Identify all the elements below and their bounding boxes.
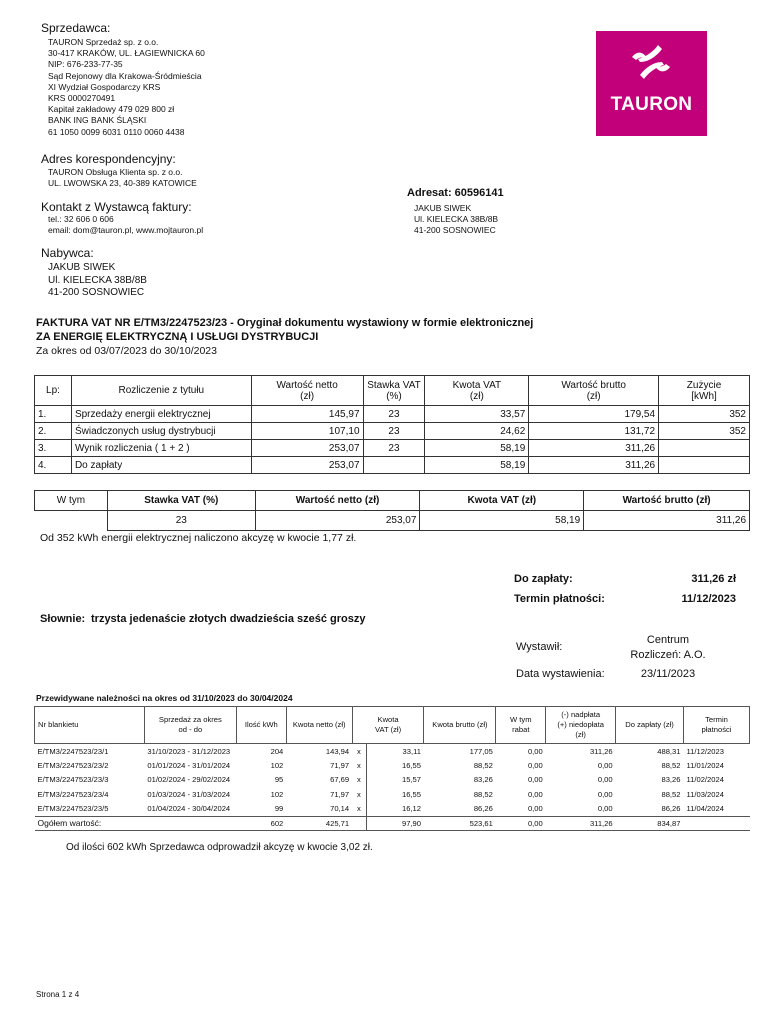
- tauron-emblem-icon: [596, 31, 707, 91]
- invoice-subtitle: ZA ENERGIĘ ELEKTRYCZNĄ I USŁUGI DYSTRYBUCJI: [36, 331, 319, 343]
- issued-by-value-2: Rozliczeń: A.O.: [630, 649, 706, 661]
- contact-details: tel.: 32 606 0 606 email: dom@tauron.pl, www.mojtauron.pl: [48, 214, 204, 236]
- tauron-wordmark: TAURON: [610, 94, 693, 115]
- col-vat-amount: Kwota VAT (zł): [425, 376, 529, 406]
- due-value: 311,26 zł: [691, 573, 736, 585]
- forecast-note: Od ilości 602 kWh Sprzedawca odprowadził akcyzę w kwocie 3,02 zł.: [66, 842, 373, 853]
- col-vat-rate: Stawka VAT (%): [363, 376, 425, 406]
- table-row: 4. Do zapłaty 253,07 58,19 311,26: [35, 457, 750, 474]
- seller-heading: Sprzedawca:: [41, 21, 111, 35]
- issue-date-value: 23/11/2023: [640, 668, 696, 680]
- addressee-heading: Adresat: 60596141: [407, 187, 504, 199]
- forecast-header-row: Nr blankietu Sprzedaż za okres od - do Ilość kWh Kwota netto (zł) Kwota VAT (zł) Kwota brutto (zł) W tym rabat (-) nadpłata (+) niedopłata (zł) Do zapłaty (zł) Termin płatności: [35, 707, 750, 744]
- table-row: 3. Wynik rozliczenia ( 1 + 2 ) 253,07 23 58,19 311,26: [35, 440, 750, 457]
- table-row: 23 253,07 58,19 311,26: [35, 511, 750, 531]
- words-value: trzysta jedenaście złotych dwadzieścia sześć groszy: [91, 613, 366, 625]
- issue-date-label: Data wystawienia:: [516, 668, 605, 680]
- invoice-period: Za okres od 03/07/2023 do 30/10/2023: [36, 345, 217, 357]
- table-row: E/TM3/2247523/23/1 31/10/2023 - 31/12/2023 204 143,94 x 33,11 177,05 0,00 311,26 488,31 11/12/2023: [35, 744, 750, 759]
- issued-by-label: Wystawił:: [516, 641, 563, 653]
- vat-header-row: W tym Stawka VAT (%) Wartość netto (zł) Kwota VAT (zł) Wartość brutto (zł): [35, 491, 750, 511]
- col-usage: Zużycie [kWh]: [659, 376, 750, 406]
- col-net: Wartość netto (zł): [251, 376, 363, 406]
- words-label: Słownie:: [40, 613, 86, 625]
- forecast-total-row: Ogółem wartość: 602 425,71 97,90 523,61 0,00 311,26 834,87: [35, 816, 750, 831]
- excise-note: Od 352 kWh energii elektrycznej naliczono akcyzę w kwocie 1,77 zł.: [40, 532, 357, 544]
- settlement-header-row: [35, 376, 750, 406]
- contact-heading: Kontakt z Wystawcą faktury:: [41, 200, 192, 214]
- col-lp: Lp:: [35, 376, 72, 406]
- table-row: E/TM3/2247523/23/3 01/02/2024 - 29/02/2024 95 67,69 x 15,57 83,26 0,00 0,00 83,26 11/02/2024: [35, 773, 750, 788]
- settlement-table: [34, 375, 750, 474]
- term-label: Termin płatności:: [514, 593, 605, 605]
- due-label: Do zapłaty:: [514, 573, 573, 585]
- table-row: E/TM3/2247523/23/4 01/03/2024 - 31/03/2024 102 71,97 x 16,55 88,52 0,00 0,00 88,52 11/03/2024: [35, 787, 750, 802]
- correspondence-details: TAURON Obsługa Klienta sp. z o.o. UL. LWOWSKA 23, 40-389 KATOWICE: [48, 167, 197, 189]
- col-gross: Wartość brutto (zł): [529, 376, 659, 406]
- buyer-heading: Nabywca:: [41, 246, 94, 260]
- table-row: 1. Sprzedaży energii elektrycznej 145,97 23 33,57 179,54 352: [35, 406, 750, 423]
- buyer-details: JAKUB SIWEK Ul. KIELECKA 38B/8B 41-200 SOSNOWIEC: [48, 262, 147, 298]
- table-row: 2. Świadczonych usług dystrybucji 107,10 23 24,62 131,72 352: [35, 423, 750, 440]
- invoice-title: FAKTURA VAT NR E/TM3/2247523/23 - Oryginał dokumentu wystawiony w formie elektronicznej: [36, 317, 534, 329]
- forecast-heading: Przewidywane należności na okres od 31/10/2023 do 30/04/2024: [36, 693, 293, 703]
- tauron-logo: [596, 31, 707, 136]
- vat-summary-table: [34, 490, 750, 531]
- seller-details: TAURON Sprzedaż sp. z o.o. 30-417 KRAKÓW, UL. ŁAGIEWNICKA 60 NIP: 676-233-77-35 Sąd Rejonowy dla Krakowa-Śródmieścia XI Wydział Gospodarczy KRS KRS 0000270491 Kapitał zakładowy 479 029 800 zł BANK ING BANK ŚLĄSKI 61 1050 0099 6031 0110 0060 4438: [48, 37, 205, 137]
- correspondence-heading: Adres korespondencyjny:: [41, 152, 176, 166]
- addressee-details: JAKUB SIWEK Ul. KIELECKA 38B/8B 41-200 SOSNOWIEC: [414, 203, 499, 236]
- term-value: 11/12/2023: [681, 593, 736, 605]
- page-number: Strona 1 z 4: [36, 990, 80, 999]
- table-row: E/TM3/2247523/23/5 01/04/2024 - 30/04/2024 99 70,14 x 16,12 86,26 0,00 0,00 86,26 11/04/2024: [35, 802, 750, 817]
- col-title: Rozliczenie z tytułu: [71, 376, 251, 406]
- issued-by-value-1: Centrum: [646, 634, 690, 646]
- forecast-table: [34, 706, 750, 831]
- table-row: E/TM3/2247523/23/2 01/01/2024 - 31/01/2024 102 71,97 x 16,55 88,52 0,00 0,00 88,52 11/01/2024: [35, 758, 750, 773]
